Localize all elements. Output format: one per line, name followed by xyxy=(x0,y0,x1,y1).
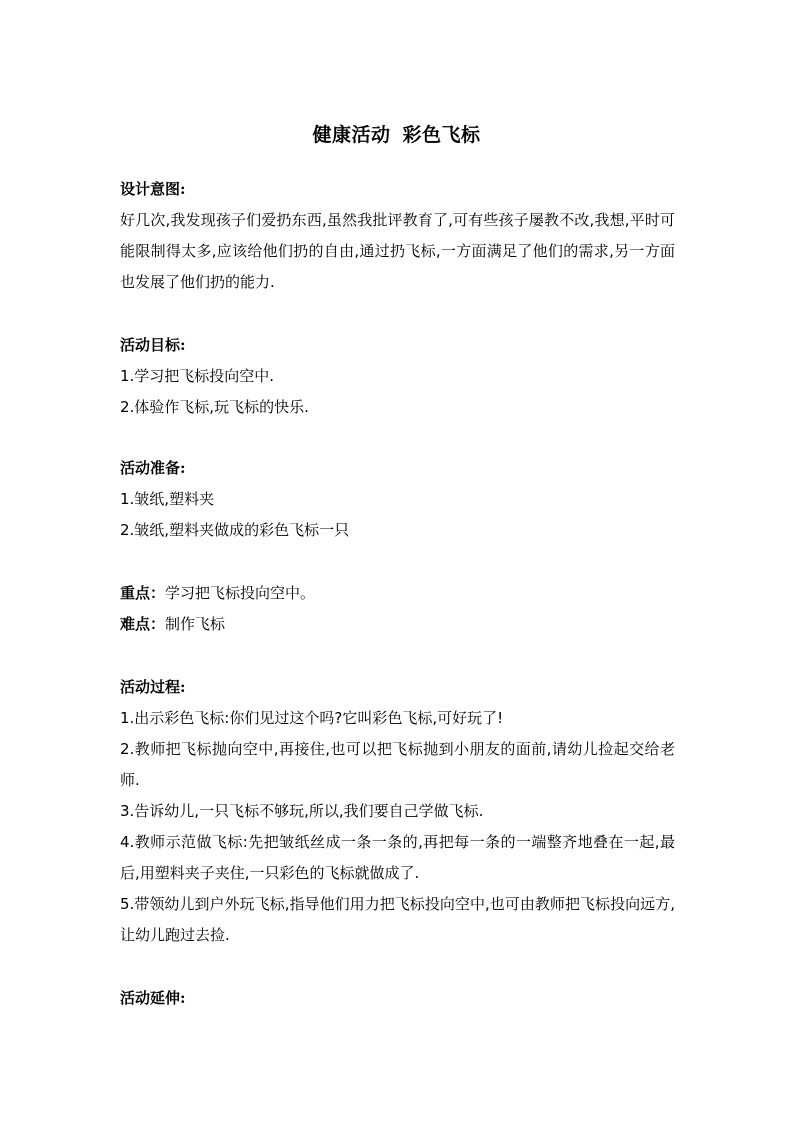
extension-heading: 活动延伸: xyxy=(120,989,186,1007)
extension-section xyxy=(120,983,675,1014)
goals-heading: 活动目标: xyxy=(120,336,186,354)
goal-item-1: 1.学习把飞标投向空中. xyxy=(120,367,275,385)
document-title xyxy=(0,120,793,150)
design-intent-heading: 设计意图: xyxy=(120,180,186,198)
difficulty-label: 难点： xyxy=(120,615,166,633)
design-intent-text: 好几次,我发现孩子们爱扔东西,虽然我批评教育了,可有些孩子屡教不改,我想,平时可能限制得太多,应该给他们扔的自由,通过扔飞标,一方面满足了他们的需求,另一方面也发展了他们扔的能力. xyxy=(120,211,675,291)
process-heading: 活动过程: xyxy=(120,678,186,696)
preparation-item-2: 2.皱纸,塑料夹做成的彩色飞标一只 xyxy=(120,521,350,539)
preparation-heading: 活动准备: xyxy=(120,459,186,477)
goal-item-2: 2.体验作飞标,玩飞标的快乐. xyxy=(120,398,309,416)
title-part-2: 彩色飞标 xyxy=(402,124,481,146)
title-part-1: 健康活动 xyxy=(312,124,391,146)
process-step-5: 5.带领幼儿到户外玩飞标,指导他们用力把飞标投向空中,也可由教师把飞标投向远方,让幼儿跑过去捡. xyxy=(120,895,675,944)
process-step-1: 1.出示彩色飞标:你们见过这个吗?它叫彩色飞标,可好玩了! xyxy=(120,709,504,727)
preparation-section xyxy=(120,453,675,546)
key-point-text: 学习把飞标投向空中。 xyxy=(165,584,316,602)
difficulty-text: 制作飞标 xyxy=(165,615,226,633)
process-step-4: 4.教师示范做飞标:先把皱纸丝成一条一条的,再把每一条的一端整齐地叠在一起,最后,用塑料夹子夹住,一只彩色的飞标就做成了. xyxy=(120,833,675,882)
difficulty-line xyxy=(120,609,675,640)
focus-section xyxy=(120,578,675,640)
process-step-2: 2.教师把飞标抛向空中,再接住,也可以把飞标抛到小朋友的面前,请幼儿捡起交给老师. xyxy=(120,740,675,789)
design-intent-section xyxy=(120,174,675,298)
key-point-label: 重点： xyxy=(120,584,166,602)
process-section xyxy=(120,672,675,951)
process-step-3: 3.告诉幼儿,一只飞标不够玩,所以,我们要自己学做飞标. xyxy=(120,802,484,820)
key-point-line xyxy=(120,578,675,609)
preparation-item-1: 1.皱纸,塑料夹 xyxy=(120,490,215,508)
goals-section xyxy=(120,330,675,423)
